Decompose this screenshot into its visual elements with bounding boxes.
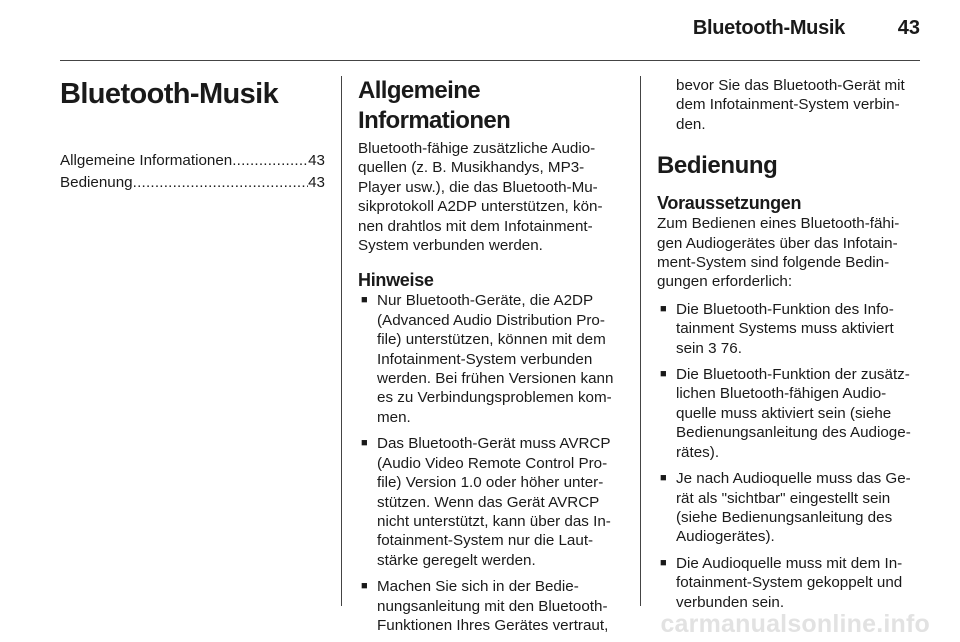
notes-list (358, 291, 624, 635)
requirements-intro: Zum Bedienen eines Bluetooth-fähi-gen Audiogerätes über das Infotain-ment-System sind folgende Bedin-gungen erforderlich: (657, 215, 900, 291)
bullet-square-icon: ■ (361, 437, 368, 450)
list-item: ■ Nur Bluetooth-Geräte, die A2DP (Advanced Audio Distribution Pro-file) unterstützen, können mit dem Infotainment-System verbunden werden. Bei frühen Versionen kann es zu Verbindungsproblemen kom-men. (361, 292, 614, 426)
table-of-contents (60, 150, 325, 194)
toc-entry-label: Bedienung (60, 174, 133, 191)
bullet-square-icon: ■ (660, 302, 667, 315)
bullet-square-icon: ■ (660, 472, 667, 485)
arrow-ref-icon[interactable]: 3 (708, 339, 717, 357)
bullet-square-icon: ■ (660, 368, 667, 381)
list-item: ■ Die Bluetooth-Funktion des Info-tainment Systems muss aktiviert sein 3 76. (660, 300, 894, 357)
bullet-square-icon: ■ (361, 294, 368, 307)
bullet-square-icon: ■ (361, 580, 368, 593)
toc-entry-page: 43 (308, 152, 325, 169)
requirements-list (657, 300, 922, 612)
page-number: 43 (897, 17, 920, 39)
list-item: ■ Das Bluetooth-Gerät muss AVRCP (Audio Video Remote Control Pro-file) Version 1.0 oder höher unter-stützen. Wenn das Gerät AVRCP nicht unterstützt, kann über das In-fotainment-System nur die Laut-stärke geregelt werden. (361, 435, 611, 569)
section-heading-allgemeine: Allgemeine Informationen (358, 77, 511, 134)
info-column (358, 76, 624, 642)
section-heading-bedienung: Bedienung (657, 152, 778, 180)
list-item: ■ Die Bluetooth-Funktion der zusätz-lichen Bluetooth-fähigen Audio-quelle muss aktiviert sein (siehe Bedienungsanleitung des Audioge-rätes). (660, 366, 911, 461)
list-item: ■ Machen Sie sich in der Bedie-nungsanleitung mit den Bluetooth-Funktionen Ihres Gerätes vertraut, (361, 578, 609, 634)
list-item: ■ Die Audioquelle muss mit dem In-fotainment-System gekoppelt und verbunden sein. (660, 554, 903, 611)
page-reference[interactable]: 76. (720, 339, 742, 357)
operation-column (657, 76, 922, 619)
running-header-title: Bluetooth-Musik (692, 17, 845, 39)
toc-leader (232, 150, 308, 172)
toc-entry-bedienung[interactable] (60, 172, 325, 194)
list-item: ■ Je nach Audioquelle muss das Ge-rät als "sichtbar" eingestellt sein (siehe Bedienungsanleitung des Audiogerätes). (660, 470, 911, 546)
column-divider-left (341, 76, 342, 606)
bullet-square-icon: ■ (660, 556, 667, 569)
toc-entry-page: 43 (308, 174, 325, 191)
watermark: carmanualsonline.info (660, 610, 930, 638)
chapter-title: Bluetooth-Musik (60, 78, 279, 110)
notes-heading: Hinweise (358, 270, 434, 291)
continuation-text: bevor Sie das Bluetooth-Gerät mit dem Infotainment-System verbin-den. (676, 77, 905, 133)
toc-leader (133, 172, 308, 194)
toc-entry-label: Allgemeine Informationen (60, 152, 233, 169)
toc-entry-allgemeine[interactable] (60, 150, 325, 172)
requirements-heading: Voraussetzungen (657, 193, 802, 214)
chapter-column (60, 76, 325, 194)
header-divider (60, 60, 920, 61)
column-divider-right (640, 76, 641, 606)
intro-paragraph: Bluetooth-fähige zusätzliche Audio-quellen (z. B. Musikhandys, MP3-Player usw.), die das Bluetooth-Mu-sikprotokoll A2DP unterstützen, kön-nen drahtlos mit dem Infotainment-System verbunden werden. (358, 140, 603, 255)
